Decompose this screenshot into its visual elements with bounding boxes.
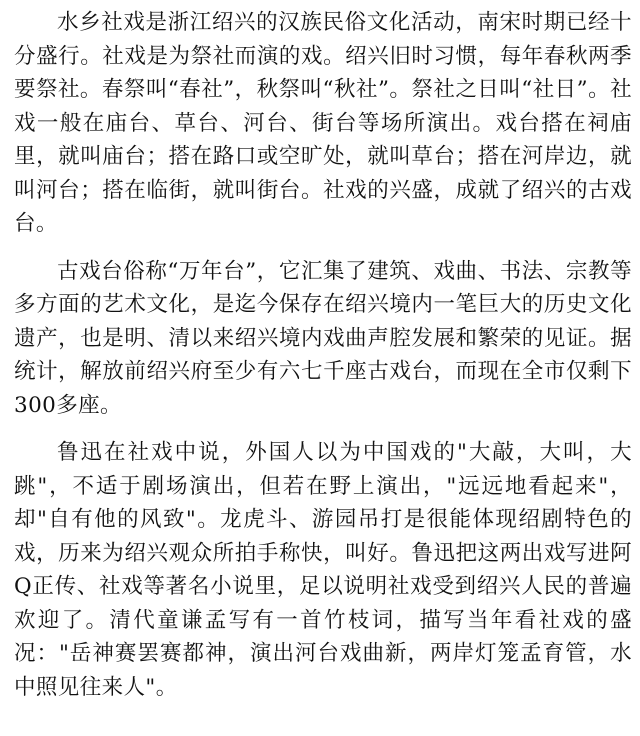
paragraph-ancient-stage: 古戏台俗称“万年台”，它汇集了建筑、戏曲、书法、宗教等多方面的艺术文化，是迄今保存在绍兴境内一笔巨大的历史文化遗产，也是明、清以来绍兴境内戏曲声腔发展和繁荣的见证。据统计，解放前绍兴府至少有六七千座古戏台，而现在全市仅剩下300多座。 — [14, 258, 632, 418]
paragraph-luxun-shexi: 鲁迅在社戏中说，外国人以为中国戏的"大敲，大叫，大跳"，不适于剧场演出，但若在野上演出，"远远地看起来"，却"自有他的风致"。龙虎斗、游园吊打是很能体现绍剧特色的戏，历来为绍兴观众所拍手称快，叫好。鲁迅把这两出戏写进阿Q正传、社戏等著名小说里，足以说明社戏受到绍兴人民的普遍欢迎了。清代童谦孟写有一首竹枝词，描写当年看社戏的盛况："岳神赛罢赛都神，演出河台戏曲新，两岸灯笼孟育管，水中照见往来人"。 — [14, 440, 632, 700]
paragraph-shexi-origin: 水乡社戏是浙江绍兴的汉族民俗文化活动，南宋时期已经十分盛行。社戏是为祭社而演的戏。绍兴旧时习惯，每年春秋两季要祭社。春祭叫“春社”，秋祭叫“秋社”。祭社之日叫“社日”。社戏一般在庙台、草台、河台、街台等场所演出。戏台搭在祠庙里，就叫庙台；搭在路口或空旷处，就叫草台；搭在河岸边，就叫河台；搭在临街，就叫街台。社戏的兴盛，成就了绍兴的古戏台。 — [14, 10, 632, 236]
